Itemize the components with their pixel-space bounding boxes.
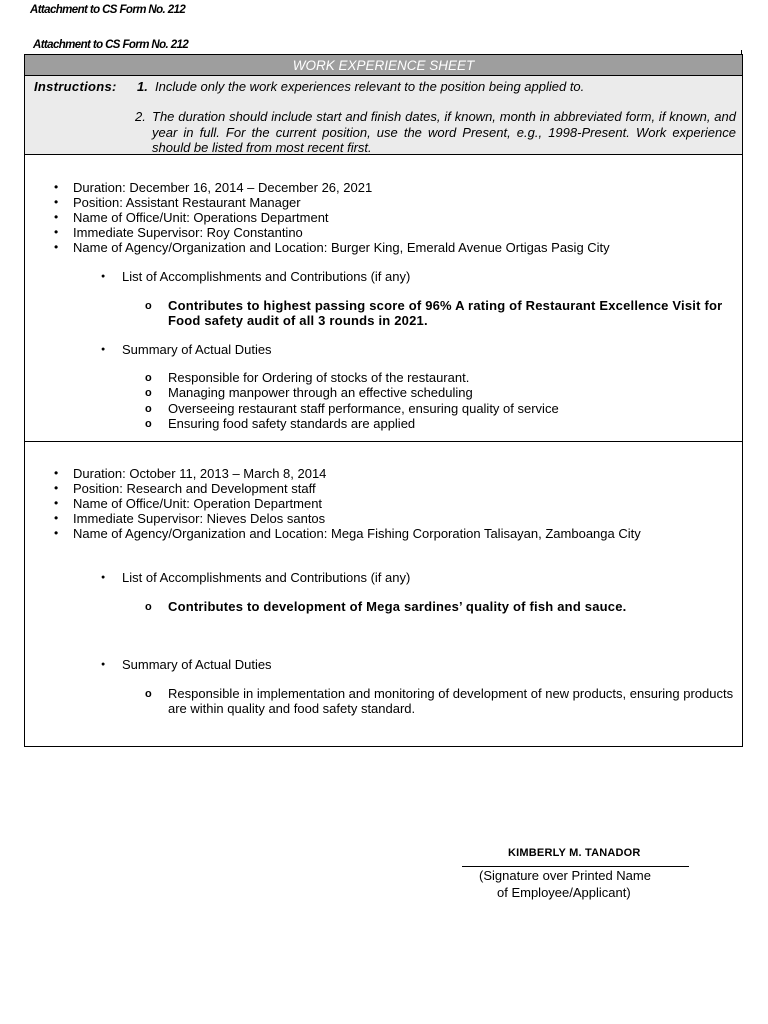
entry-supervisor: • Immediate Supervisor: Roy Constantino bbox=[73, 225, 723, 240]
entry-divider bbox=[25, 441, 742, 442]
duty-item: o Responsible in implementation and monitoring of development of new products, ensuring products are within quality and food safety standard. bbox=[168, 686, 736, 716]
instruction-2-text: The duration should include start and finish dates, if known, month in abbreviated form, if known, and year in full. For the current position, use the word Present, e.g., 1998-Present. Work experience should be listed from most recent first. bbox=[152, 109, 736, 155]
entry-office: • Name of Office/Unit: Operations Department bbox=[73, 210, 723, 225]
entry-supervisor: • Immediate Supervisor: Nieves Delos santos bbox=[73, 511, 723, 526]
entry-office: • Name of Office/Unit: Operation Department bbox=[73, 496, 723, 511]
duties-heading: ● Summary of Actual Duties bbox=[122, 657, 272, 672]
entry-agency: • Name of Agency/Organization and Location: Mega Fishing Corporation Talisayan, Zamboanga City bbox=[73, 526, 723, 541]
entry-duration: • Duration: October 11, 2013 – March 8, 2014 bbox=[73, 466, 723, 481]
accomplishments-heading: ● List of Accomplishments and Contributions (if any) bbox=[122, 570, 410, 585]
attachment-label: Attachment to CS Form No. 212 bbox=[33, 39, 189, 51]
entry-duration: • Duration: December 16, 2014 – December 26, 2021 bbox=[73, 180, 723, 195]
signature-caption: (Signature over Printed Name bbox=[479, 868, 651, 883]
instructions-label: Instructions: bbox=[34, 79, 117, 94]
instructions-panel bbox=[25, 76, 742, 155]
duty-item: o Managing manpower through an effective scheduling bbox=[168, 385, 736, 400]
signature-caption-2: of Employee/Applicant) bbox=[497, 885, 631, 900]
accomplishments-heading: ● List of Accomplishments and Contributions (if any) bbox=[122, 269, 410, 284]
attachment-label-top: Attachment to CS Form No. 212 bbox=[30, 4, 186, 16]
accomplishment-item: o Contributes to highest passing score of 96% A rating of Restaurant Excellence Visit for Food safety audit of all 3 rounds in 2021. bbox=[168, 298, 736, 328]
signature-line bbox=[462, 866, 689, 867]
entry-position: • Position: Research and Development staff bbox=[73, 481, 723, 496]
instruction-2-number: 2. bbox=[135, 109, 146, 124]
instruction-1-number: 1. bbox=[137, 79, 148, 94]
instruction-1-text: Include only the work experiences relevant to the position being applied to. bbox=[155, 79, 585, 94]
signatory-name: KIMBERLY M. TANADOR bbox=[508, 847, 641, 859]
duties-heading: ● Summary of Actual Duties bbox=[122, 342, 272, 357]
sheet-title: WORK EXPERIENCE SHEET bbox=[25, 55, 742, 76]
entry-position: • Position: Assistant Restaurant Manager bbox=[73, 195, 723, 210]
duty-item: o Overseeing restaurant staff performance, ensuring quality of service bbox=[168, 401, 736, 416]
work-experience-sheet bbox=[24, 54, 743, 747]
duty-item: o Responsible for Ordering of stocks of the restaurant. bbox=[168, 370, 736, 385]
accomplishment-item: o Contributes to development of Mega sardines’ quality of fish and sauce. bbox=[168, 599, 736, 614]
duty-item: o Ensuring food safety standards are applied bbox=[168, 416, 736, 431]
entry-agency: • Name of Agency/Organization and Location: Burger King, Emerald Avenue Ortigas Pasig City bbox=[73, 240, 723, 255]
